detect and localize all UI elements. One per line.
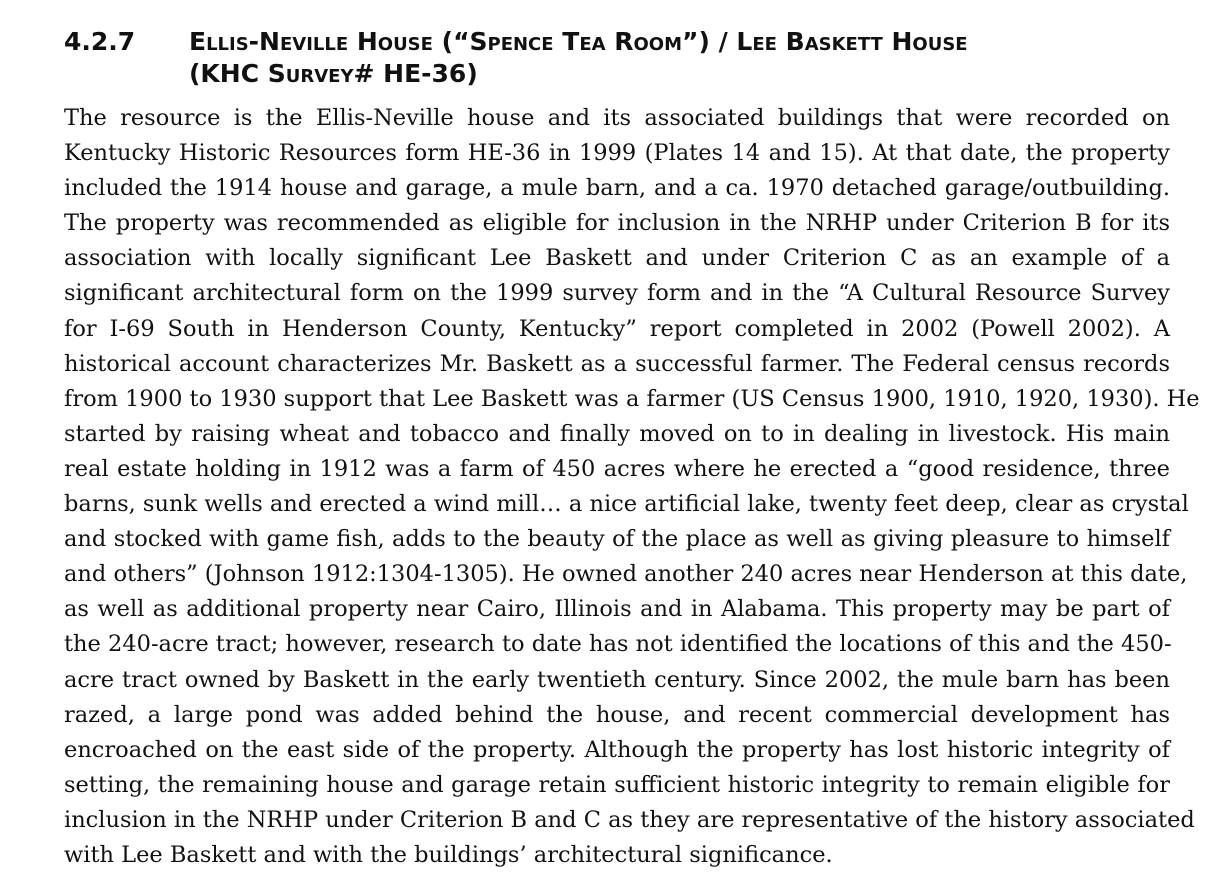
- paragraph-line: with Lee Baskett and with the buildings’ architectural significance.: [64, 841, 833, 868]
- paragraph-line: The resource is the Ellis-Neville house and its associated buildings that were recorded on: [64, 105, 1170, 131]
- body-paragraph: [64, 101, 1200, 873]
- paragraph-line: razed, a large pond was added behind the house, and recent commercial development has: [64, 701, 1170, 728]
- paragraph-line: the 240-acre tract; however, research to date has not identified the locations of this and the 450-: [64, 631, 1172, 658]
- paragraph-line: setting, the remaining house and garage retain sufficient historic integrity to remain eligible for: [64, 771, 1170, 798]
- paragraph-line: The property was recommended as eligible for inclusion in the NRHP under Criterion B for its: [64, 210, 1170, 237]
- paragraph-line: encroached on the east side of the property. Although the property has lost historic integrity of: [64, 736, 1170, 763]
- paragraph-line: and stocked with game fish, adds to the beauty of the place as well as giving pleasure to himself: [64, 526, 1170, 553]
- paragraph-line: inclusion in the NRHP under Criterion B and C as they are representative of the history associated: [64, 806, 1195, 833]
- paragraph-line: association with locally significant Lee Baskett and under Criterion C as an example of a: [64, 245, 1170, 272]
- paragraph-line: barns, sunk wells and erected a wind mill… a nice artificial lake, twenty feet deep, clear as crystal: [64, 491, 1189, 518]
- paragraph-line: as well as additional property near Cairo, Illinois and in Alabama. This property may be part of: [64, 596, 1170, 623]
- paragraph-line: historical account characterizes Mr. Baskett as a successful farmer. The Federal census records: [64, 350, 1170, 377]
- paragraph-line: and others” (Johnson 1912:1304-1305). He owned another 240 acres near Henderson at this date,: [64, 561, 1188, 588]
- section-title: [189, 26, 1174, 90]
- paragraph-line: included the 1914 house and garage, a mule barn, and a ca. 1970 detached garage/outbuilding.: [64, 175, 1170, 202]
- paragraph-line: significant architectural form on the 1999 survey form and in the “A Cultural Resource Survey: [64, 280, 1170, 307]
- paragraph-line: real estate holding in 1912 was a farm of 450 acres where he erected a “good residence, three: [64, 455, 1170, 482]
- paragraph-line: started by raising wheat and tobacco and finally moved on to in dealing in livestock. His main: [64, 420, 1170, 447]
- section-number: 4.2.7: [64, 27, 136, 56]
- section-title-line-2: (KHC Survey# HE-36): [189, 59, 478, 88]
- paragraph-line: for I-69 South in Henderson County, Kentucky” report completed in 2002 (Powell 2002). A: [64, 315, 1170, 342]
- section-title-line-1: Ellis-Neville House (“Spence Tea Room”) / Lee Baskett House: [189, 27, 968, 56]
- paragraph-line: Kentucky Historic Resources form HE-36 in 1999 (Plates 14 and 15). At that date, the property: [64, 140, 1170, 167]
- paragraph-line: acre tract owned by Baskett in the early twentieth century. Since 2002, the mule barn has been: [64, 666, 1170, 693]
- paragraph-line: from 1900 to 1930 support that Lee Baskett was a farmer (US Census 1900, 1910, 1920, 1930). He: [64, 385, 1200, 412]
